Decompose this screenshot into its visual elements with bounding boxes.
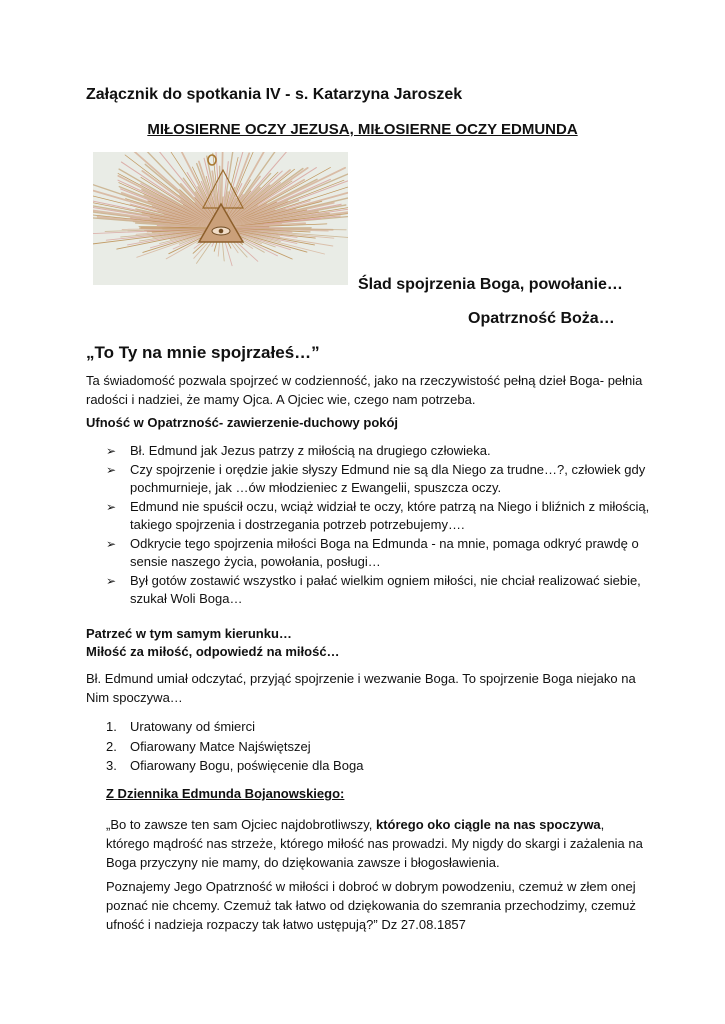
diary-text-post: , którego mądrość nas strzeże, którego miłość nas prowadzi. My nigdy do skargi i zażalenia na Boga przyczyny nie mamy, do dziękowania zawsze i błogosławienia.: [106, 817, 643, 870]
patrzec-line-2: Miłość za miłość, odpowiedź na miłość…: [86, 644, 340, 659]
diary-heading: Z Dziennika Edmunda Bojanowskiego:: [106, 786, 345, 801]
list-item-number: 3.: [106, 758, 117, 773]
diary-paragraph-2: Poznajemy Jego Opatrzność w miłości i dobroć w dobrym powodzeniu, czemuż w złem onej poznać nie chcemy. Czemuż tak łatwo od dziękowania do szemrania przechodzimy, czemuż ufność i nadzieja rozpaczy tak łatwo ustępują?” Dz 27.08.1857: [106, 879, 636, 932]
list-item: [106, 442, 651, 460]
arrow-bullet-icon: ➢: [106, 574, 117, 588]
list-item-text: Ofiarowany Bogu, poświęcenie dla Boga: [130, 758, 364, 773]
ufnosc-heading: Ufność w Opatrzność- zawierzenie-duchowy pokój: [86, 415, 399, 430]
arrow-bullet-icon: ➢: [106, 500, 117, 514]
subheading-slad: Ślad spojrzenia Boga, powołanie…: [358, 276, 623, 293]
list-item: [106, 572, 651, 608]
diary-text-bold: którego oko ciągle na nas spoczywa: [375, 817, 601, 832]
diary-paragraph-1: [106, 815, 651, 872]
arrow-bullet-icon: ➢: [106, 537, 117, 551]
edmund-paragraph: Bł. Edmund umiał odczytać, przyjąć spojrzenie i wezwanie Boga. To spojrzenie Boga niejako na Nim spoczywa…: [86, 671, 636, 705]
patrzec-line-1: Patrzeć w tym samym kierunku…: [86, 626, 292, 641]
patrzec-heading: [86, 625, 340, 661]
diary-text-pre: „Bo to zawsze ten sam Ojciec najdobrotliwszy,: [106, 817, 376, 832]
attachment-heading: Załącznik do spotkania IV - s. Katarzyna Jaroszek: [86, 86, 463, 103]
list-item-number: 1.: [106, 719, 117, 734]
list-item-text: Edmund nie spuścił oczu, wciąż widział te oczy, które patrzą na Niego i bliźnich z miłością, takiego spojrzenia i dostrzegania potrzeb potrzebujemy….: [130, 499, 650, 532]
document-title: MIŁOSIERNE OCZY JEZUSA, MIŁOSIERNE OCZY EDMUNDA: [147, 121, 578, 138]
list-item: [106, 737, 363, 757]
arrow-bullet-icon: ➢: [106, 444, 117, 458]
subheading-opatrznosc: Opatrzność Boża…: [468, 310, 615, 327]
list-item-text: Odkrycie tego spojrzenia miłości Boga na Edmunda - na mnie, pomaga odkryć prawdę o sensie naszego życia, powołania, posługi…: [130, 536, 639, 569]
list-item-number: 2.: [106, 738, 117, 754]
eye-of-providence-icon: [93, 152, 348, 285]
quote-heading: „To Ty na mnie spojrzałeś…”: [86, 343, 320, 362]
list-item-text: Uratowany od śmierci: [130, 719, 255, 734]
list-item: [106, 535, 651, 571]
arrow-bullet-icon: ➢: [106, 463, 117, 477]
list-item-text: Bł. Edmund jak Jezus patrzy z miłością na drugiego człowieka.: [130, 443, 491, 458]
list-item: [106, 498, 651, 534]
intro-paragraph: Ta świadomość pozwala spojrzeć w codzienność, jako na rzeczywistość pełną dzieł Boga- pełnia radości i nadziei, że mamy Ojca. A Ojciec wie, czego nam potrzeba.: [86, 373, 643, 407]
list-item-text: Ofiarowany Matce Najświętszej: [130, 738, 311, 754]
bullet-list: [106, 442, 651, 609]
list-item-text: Czy spojrzenie i orędzie jakie słyszy Edmund nie są dla Niego za trudne…?, człowiek gdy pochmurnieje, jak …ów młodzieniec z Ewangelii, spuszcza oczy.: [130, 462, 646, 495]
list-item: [106, 756, 363, 776]
list-item-text: Był gotów zostawić wszystko i pałać wielkim ogniem miłości, nie chciał realizować siebie, szukał Woli Boga…: [130, 573, 641, 606]
eye-of-providence-image: [93, 152, 348, 285]
numbered-list: [106, 717, 363, 776]
list-item: [106, 461, 651, 497]
list-item: [106, 717, 363, 737]
